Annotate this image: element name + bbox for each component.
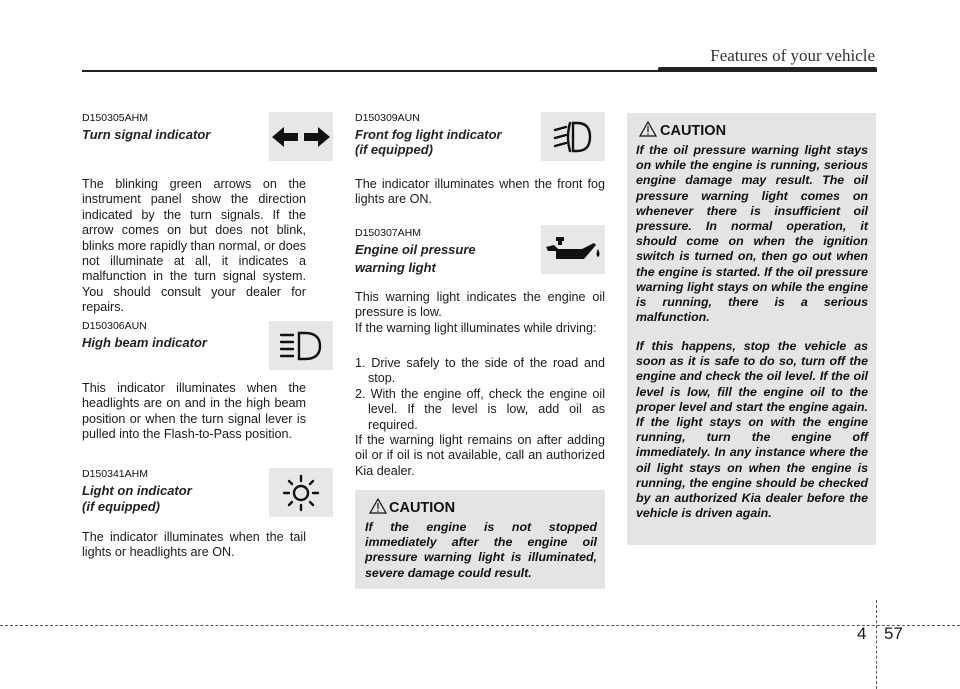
section-header-title: Features of your vehicle: [710, 46, 875, 65]
turn-signal-arrows-icon: [272, 125, 330, 149]
caution-box-oil-pressure: [627, 113, 876, 545]
high-beam-icon-box: [269, 321, 333, 370]
body-fog-light: The indicator illuminates when the front fog lights are ON.: [355, 177, 605, 207]
front-fog-light-icon: [553, 119, 593, 155]
light-on-icon: [281, 473, 321, 513]
heading-high-beam: High beam indicator: [82, 335, 207, 350]
list-item: 1. Drive safely to the side of the road and stop.: [355, 356, 605, 386]
heading-oil-pressure: Engine oil pressure: [355, 242, 476, 257]
body-high-beam: This indicator illuminates when the headlights are on and in the high beam position or when the turn signal lever is pulled into the Flash-to-Pass position.: [82, 381, 306, 442]
caution-text-p2: If this happens, stop the vehicle as soon as it is safe to do so, turn off the engine and check the oil level. If the oil level is low, fill the engine oil to the proper level and start the engine again. If the light stays on with the engine running, turn the engine off immediately. In any instance where the oil light stays on when the engine is running, the engine should be checked by an authorized Kia dealer before the vehicle is driven again.: [636, 339, 868, 521]
high-beam-icon: [279, 329, 323, 363]
light-on-icon-box: [269, 468, 333, 517]
body-turn-signal: The blinking green arrows on the instrument panel show the direction indicated by the turn signals. If the arrow comes on but does not blink, blinks more rapidly than normal, or does not illuminate at all, it indicates a malfunction in the turn signal system. You should consult your dealer for repairs.: [82, 177, 306, 315]
oil-pressure-steps: [355, 356, 605, 433]
oil-pressure-icon: [544, 235, 602, 265]
caution-title: CAUTION: [660, 123, 727, 139]
page-number: 57: [884, 624, 903, 643]
warning-triangle-icon: [639, 121, 657, 137]
fog-light-icon-box: [541, 112, 605, 161]
heading-fog-light: Front fog light indicator: [355, 127, 502, 142]
section-code-high-beam: D150306AUN: [82, 320, 147, 332]
caution-text: If the engine is not stopped immediately after the engine oil pressure warning light is illuminated, severe damage could result.: [365, 520, 597, 580]
heading-light-on: Light on indicator: [82, 483, 192, 498]
body-oil-pressure-p3: If the warning light remains on after adding oil or if oil is not available, call an authorized Kia dealer.: [355, 433, 605, 478]
heading-fog-light-optional: (if equipped): [355, 142, 433, 157]
body-oil-pressure-p2: If the warning light illuminates while driving:: [355, 321, 597, 335]
caution-text-p1: If the oil pressure warning light stays on while the engine is running, serious engine damage may result. The oil pressure warning light comes on whenever there is insufficient oil pressure. In normal operation, it should come on when the ignition switch is turned on, then go out when the engine is started. If the oil pressure warning light stays on while the engine is running, there is a serious malfunction.: [636, 143, 868, 325]
header-rule-accent: [658, 67, 877, 72]
body-light-on: The indicator illuminates when the tail lights or headlights are ON.: [82, 530, 306, 560]
list-item: 2. With the engine off, check the engine oil level. If the level is low, add oil as required.: [355, 386, 605, 432]
section-code-fog-light: D150309AUN: [355, 112, 420, 124]
footer-divider: [876, 600, 877, 689]
heading-turn-signal: Turn signal indicator: [82, 127, 211, 142]
section-code-oil-pressure: D150307AHM: [355, 227, 421, 239]
body-oil-pressure-p1: This warning light indicates the engine oil pressure is low.: [355, 290, 605, 320]
section-code-turn-signal: D150305AHM: [82, 112, 148, 124]
footer-rule: [0, 625, 960, 626]
caution-box-engine-stop: [355, 490, 605, 589]
heading-oil-pressure-2: warning light: [355, 260, 436, 275]
turn-signal-icon-box: [269, 112, 333, 161]
warning-triangle-icon: [369, 498, 387, 514]
oil-pressure-icon-box: [541, 225, 605, 274]
section-code-light-on: D150341AHM: [82, 468, 148, 480]
heading-light-on-optional: (if equipped): [82, 499, 160, 514]
page-section-number: 4: [857, 624, 867, 643]
caution-title: CAUTION: [389, 500, 456, 516]
